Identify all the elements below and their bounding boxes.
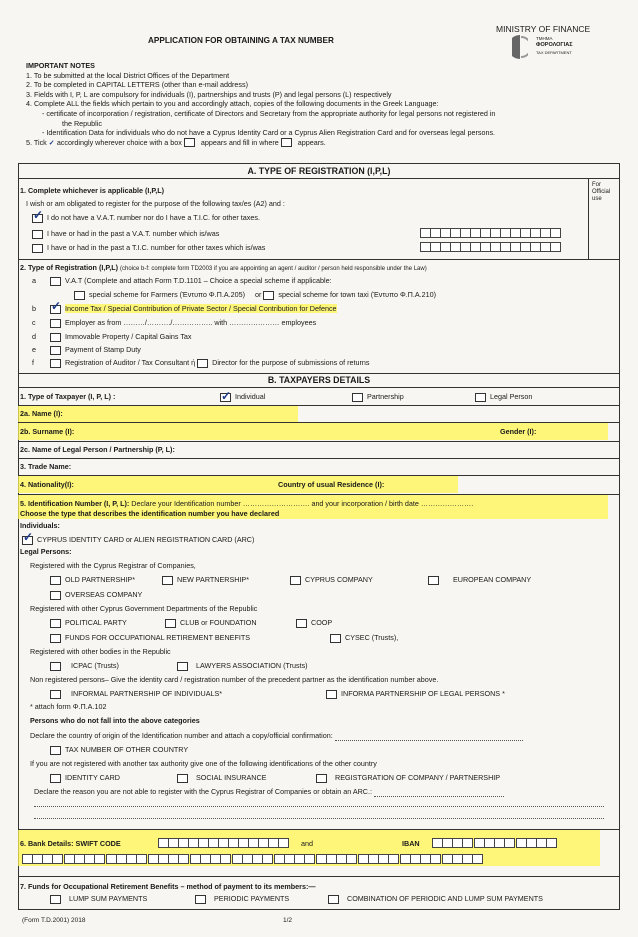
gender-label: Gender (I): xyxy=(500,427,537,436)
reason-field[interactable] xyxy=(374,788,504,797)
sample-checkbox xyxy=(184,138,195,147)
q1-option1-label: I do not have a V.A.T. number nor do I have a T.I.C. for other taxes. xyxy=(47,213,260,222)
country-origin-field[interactable] xyxy=(335,732,523,741)
social-insurance-checkbox[interactable] xyxy=(177,774,188,783)
choose-type-label: Choose the type that describes the identification number you have declared xyxy=(20,509,280,518)
q2-d-label: Immovable Property / Capital Gains Tax xyxy=(65,332,192,341)
legal-person-checkbox[interactable] xyxy=(475,393,486,402)
q1-option3-label: I have or had in the past a T.I.C. number for other taxes which is/was xyxy=(47,243,266,252)
nationality-label: 4. Nationality(I): xyxy=(20,480,74,489)
taxpayer-type-label: 1. Type of Taxpayer (I, P, L) : xyxy=(20,392,116,401)
note-item: - certificate of incorporation / registration, certificate of Directors and Secretary from the appropriate authority for legal persons not registered in xyxy=(42,108,496,118)
q2-f-label: Registration of Auditor / Tax Consultant ή xyxy=(65,358,196,367)
iban-boxes-row1[interactable] xyxy=(432,838,556,848)
informal-individuals-checkbox[interactable] xyxy=(50,690,61,699)
registration-company-checkbox[interactable] xyxy=(316,774,327,783)
lawyers-checkbox[interactable] xyxy=(177,662,188,671)
old-partnership-checkbox[interactable] xyxy=(50,576,61,585)
q2-heading: 2. Type of Registration (I,P,L) xyxy=(20,263,118,272)
important-notes xyxy=(26,61,626,147)
note-item: the Republic xyxy=(62,118,102,128)
official-use-label: For Official use xyxy=(592,182,611,202)
tax-number-other-checkbox[interactable] xyxy=(50,746,61,755)
note-item: 1. To be submitted at the local District Offices of the Department xyxy=(26,70,230,80)
tax-form-page: APPLICATION FOR OBTAINING A TAX NUMBER MINISTRY OF FINANCE ΤΜΗΜΑ ΦΟΡΟΛΟΓΙΑΣ TAX DEPARTMENT IMPORTANT NOTES 1. To be submitted at the local District Offices of the Department 2. To be completed in CAPITAL LETTERS (other than e-mail address) 3. Fields with I, P, L are compulsory for individuals (I), partnerships and trusts (P) and legal persons (L) respectively 4. Complete ALL the fields which pertain to you and accordingly attach, copies of the following documents in the Greek Language: - certificate of incorporation / registration, certificate of Directors and Secretary from the appropriate authority for legal persons not registered in the Republic - Identification Data for individuals who do not have a Cyprus Identity Card or a Cyprus Alien Registration Card and for overseas legal persons. 5. Tick ✓ accordingly wherever choice with a box appears and fill in where appears. A. TYPE OF REGISTRATION (I,P,L) For Official use 1. Complete whichever is applicable (I,P,L) I wish or am obligated to register for the purpose of the following tax/es (A2) and : ✓I do not have a V.A.T. number nor do I have a T.I.C. for other taxes. I have or had in the past a V.A.T. number which is/was I have or had in the past a T.I.C. number for other taxes which is/was 2. Type of Registration (I,P,L) (choice b-f: complete form TD2003 if you are appointing an agent / auditor / person held responsible under the Law) a V.A.T (Complete and attach Form T.D.1101 – Choice a special scheme if applicable: special scheme for Farmers (Έντυπο Φ.Π.Α.205) or special scheme for town taxi (Έντυπο Φ.Π.Α.210) b✓ Income Tax / Special Contribution of Private Sector / Special Contribution for Defence c Employer as from ………/………./…………….. with ………………… employees d Immovable Property / Capital Gains Tax e Payment of Stamp Duty f Registration of Auditor / Tax Consultant ή Director for the purpose of submissions of returns B. TAXPAYERS DETAILS 1. Type of Taxpayer (I, P, L) : ✓ Individual Partnership Legal Person 2a. Name (I): 2b. Surname (I): Gender (I): 2c. Name of Legal Person / Partnership (P, L): 3. Trade Name: 4. Nationality(I): Country of usual Residence (I): 5. Identification Number (I, P, L): Declare your Identification number ………………………. and your incorporation / birth date …………………. Choose the type that describes the identification number you have declared Individuals: ✓CYPRUS IDENTITY CARD or ALIEN REGISTRATION CARD (ARC) Legal Persons: Registered with the Cyprus Registrar of Companies, OLD PARTNERSHIP* NEW PARTNERSHIP* CYPRUS COMPANY EUROPEAN COMPANY OVERSEAS COMPANY Registered with other Cyprus Government Departments of the Republic POLITICAL PARTY CLUB or FOUNDATION COOP FUNDS FOR OCCUPATIONAL RETIREMENT BENEFITS CYSEC (Trusts), Registered with other bodies in the Republic ICPAC (Trusts) LAWYERS ASSOCIATION (Trusts) Non registered persons– Give the identity card / registration number of the precedent partner as the identification number above. INFORMAL PARTNERSHIP OF INDIVIDUALS* INFORMA PARTNERSHIP OF LEGAL PERSONS * * attach form Φ.Π.Α.102 Persons who do not fall into the above categories Declare the country of origin of the Identification number and attach a copy/official confirmation: TAX NUMBER OF OTHER COUNTRY If you are not registered with another tax authority give one of the following identifications of the other country IDENTITY CARD SOCIAL INSURANCE REGISTGRATION OF COMPANY / PARTNERSHIP Declare the reason you are not able to register with the Cyprus Registrar of Companies or obtain an ARC.: 6. Bank Details: SWIFT CODE and IBAN 7. Funds for Occupational Retirement Benefits – method of payment to its members:— LUMP SUM PAYMENTS PERIODIC PAYMENTS COMBINATION OF PERIODIC AND LUMP SUM PAYMENTS (Form T.D.2001) 2018 1/2 xyxy=(0,0,638,937)
partnership-checkbox[interactable] xyxy=(352,393,363,402)
surname-label: 2b. Surname (I): xyxy=(20,427,75,436)
tic-number-boxes[interactable] xyxy=(420,242,560,252)
section-b-title: B. TAXPAYERS DETAILS xyxy=(18,374,620,388)
individuals-label: Individuals: xyxy=(20,521,60,530)
q2-f-checkbox[interactable] xyxy=(50,359,61,368)
taxi-scheme-checkbox[interactable] xyxy=(263,291,274,300)
overseas-company-checkbox[interactable] xyxy=(50,591,61,600)
ministry-name: MINISTRY OF FINANCE xyxy=(496,24,591,34)
q2-e-label: Payment of Stamp Duty xyxy=(65,345,141,354)
individual-checkbox[interactable] xyxy=(220,393,231,402)
reason-line-2[interactable] xyxy=(34,800,604,807)
legal-name-label: 2c. Name of Legal Person / Partnership (P, L): xyxy=(20,445,175,454)
note-tick-instruction: 5. Tick ✓ accordingly wherever choice with a box appears and fill in where appears. xyxy=(26,137,326,147)
q1-option2-checkbox[interactable] xyxy=(32,230,43,239)
political-party-checkbox[interactable] xyxy=(50,619,61,628)
cyprus-id-checkbox[interactable] xyxy=(22,536,33,545)
q2-c-label: Employer as from ………/………./…………….. with ………………… employees xyxy=(65,318,317,327)
and-label: and xyxy=(301,839,313,848)
note-item: 4. Complete ALL the fields which pertain to you and accordingly attach, copies of the following documents in the Greek Language: xyxy=(26,99,439,109)
notes-heading: IMPORTANT NOTES xyxy=(26,61,95,70)
q1-intro: I wish or am obligated to register for the purpose of the following tax/es (A2) and : xyxy=(26,199,285,208)
sample-field-box xyxy=(281,138,292,147)
farmers-scheme-checkbox[interactable] xyxy=(74,291,85,300)
tax-dept-logo: ΤΜΗΜΑ ΦΟΡΟΛΟΓΙΑΣ TAX DEPARTMENT xyxy=(512,33,582,63)
european-company-checkbox[interactable] xyxy=(428,576,439,585)
bank-details-label: 6. Bank Details: SWIFT CODE xyxy=(20,839,121,848)
vat-number-boxes[interactable] xyxy=(420,228,560,238)
page-number: 1/2 xyxy=(283,917,293,924)
q2-f-director-checkbox[interactable] xyxy=(197,359,208,368)
new-partnership-checkbox[interactable] xyxy=(162,576,173,585)
residence-label: Country of usual Residence (I): xyxy=(278,480,385,489)
name-label: 2a. Name (I): xyxy=(20,409,63,418)
logo-icon xyxy=(512,35,528,59)
q2-a-checkbox[interactable] xyxy=(50,277,61,286)
informal-legal-checkbox[interactable] xyxy=(326,690,337,699)
q2-note: (choice b-f: complete form TD2003 if you are appointing an agent / auditor / person held responsible under the Law) xyxy=(119,266,427,272)
cysec-checkbox[interactable] xyxy=(330,634,341,643)
q2-a-label: V.A.T (Complete and attach Form T.D.1101 – Choice a special scheme if applicable: xyxy=(65,276,332,285)
lump-sum-checkbox[interactable] xyxy=(50,895,61,904)
swift-code-boxes[interactable] xyxy=(158,838,288,848)
q1-option2-label: I have or had in the past a V.A.T. number which is/was xyxy=(47,229,220,238)
note-item: - Identification Data for individuals who do not have a Cyprus Identity Card or a Cyprus Alien Registration Card and for overseas legal persons. xyxy=(42,128,496,138)
identity-card-checkbox[interactable] xyxy=(50,774,61,783)
q2-d-checkbox[interactable] xyxy=(50,333,61,342)
form-title: APPLICATION FOR OBTAINING A TAX NUMBER xyxy=(148,36,334,45)
q1-heading: 1. Complete whichever is applicable (I,P,L) xyxy=(20,186,165,195)
q2-b-label: Income Tax / Special Contribution of Private Sector / Special Contribution for Defence xyxy=(65,304,337,313)
funds-occupational-checkbox[interactable] xyxy=(50,634,61,643)
q2-c-checkbox[interactable] xyxy=(50,319,61,328)
cyprus-company-checkbox[interactable] xyxy=(290,576,301,585)
club-checkbox[interactable] xyxy=(165,619,176,628)
form-code: (Form T.D.2001) 2018 xyxy=(22,917,86,924)
legal-persons-label: Legal Persons: xyxy=(20,547,72,556)
section-a-title: A. TYPE OF REGISTRATION (I,P,L) xyxy=(18,164,620,179)
q1-option3-checkbox[interactable] xyxy=(32,244,43,253)
coop-checkbox[interactable] xyxy=(296,619,307,628)
combination-checkbox[interactable] xyxy=(328,895,339,904)
trade-name-label: 3. Trade Name: xyxy=(20,462,72,471)
funds-method-label: 7. Funds for Occupational Retirement Benefits – method of payment to its members:— xyxy=(20,882,316,891)
q2-e-checkbox[interactable] xyxy=(50,346,61,355)
q2-b-checkbox[interactable] xyxy=(50,305,61,314)
reason-line-3[interactable] xyxy=(34,812,604,819)
note-item: 2. To be completed in CAPITAL LETTERS (other than e-mail address) xyxy=(26,80,248,90)
checkmark-icon: ✓ xyxy=(48,137,55,147)
iban-label: IBAN xyxy=(402,839,420,848)
note-item: 3. Fields with I, P, L are compulsory for individuals (I), partnerships and trusts (P) and legal persons (L) respectively xyxy=(26,89,392,99)
identification-label: 5. Identification Number (I, P, L): xyxy=(20,499,130,508)
icpac-checkbox[interactable] xyxy=(50,662,61,671)
periodic-checkbox[interactable] xyxy=(195,895,206,904)
q1-option1-checkbox[interactable] xyxy=(32,214,43,223)
iban-boxes-row2[interactable] xyxy=(22,854,482,864)
